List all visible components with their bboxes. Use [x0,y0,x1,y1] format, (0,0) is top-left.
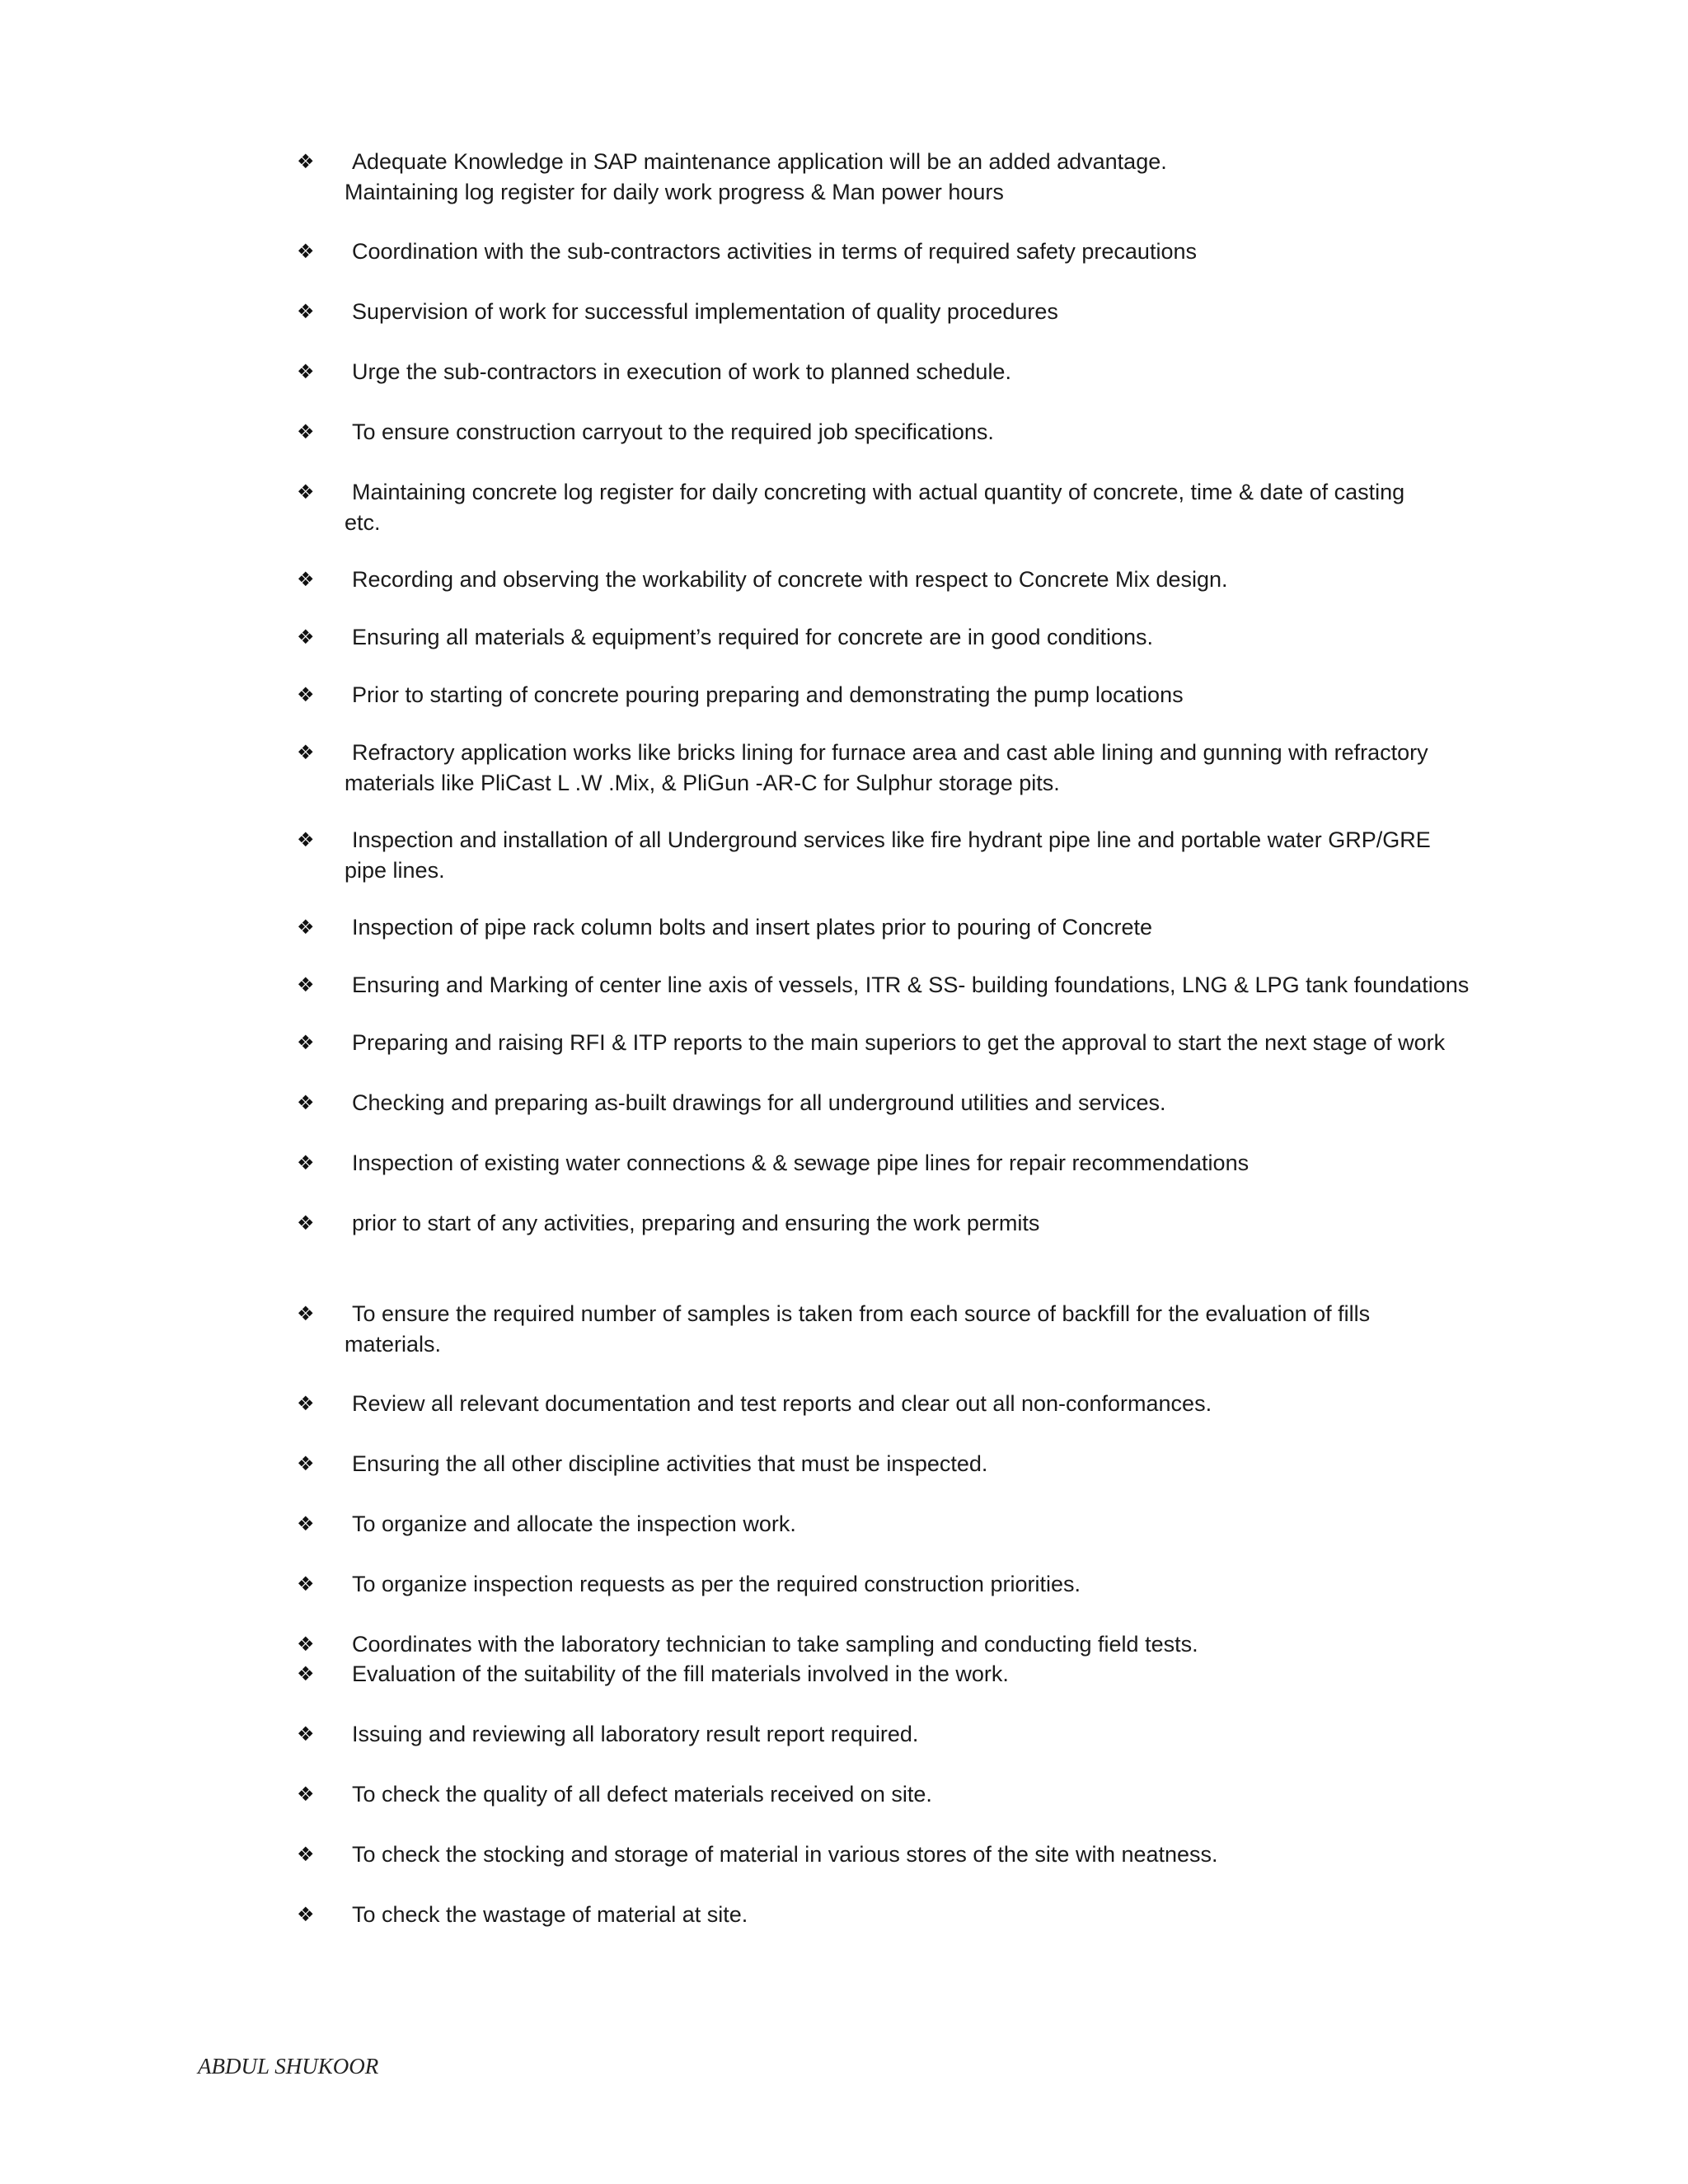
list-item-line: Ensuring and Marking of center line axis of vessels, ITR & SS- building foundations, LNG & LPG tank foundations [352,972,1470,997]
bullet-icon: ❖ [297,1392,315,1415]
bullet-icon: ❖ [297,1151,315,1174]
list-item-text [345,477,1474,538]
list-item-text [345,147,1474,208]
list-item-text [345,1719,1474,1750]
list-item-continuation: Maintaining log register for daily work progress & Man power hours [345,180,1004,204]
list-item-text [345,1389,1474,1419]
list-item-text [345,912,1474,943]
list-item-text [345,1148,1474,1179]
list-item-text [345,1088,1474,1118]
list-item-text [345,738,1474,799]
bullet-icon: ❖ [297,1212,315,1235]
bullet-icon: ❖ [297,1662,315,1685]
bullet-icon: ❖ [297,1843,315,1866]
list-item-text [345,970,1474,1001]
bullet-icon: ❖ [297,1633,315,1656]
bullet-icon: ❖ [297,1512,315,1535]
list-item-text [345,357,1474,387]
list-item-text [345,237,1474,267]
list-item-line: To ensure construction carryout to the required job specifications. [352,419,994,444]
list-item-line: Inspection of existing water connections & & sewage pipe lines for repair recommendations [352,1151,1250,1175]
bullet-icon: ❖ [297,1031,315,1054]
list-item-text [345,680,1474,710]
list-item-line: To ensure the required number of samples is taken from each source of backfill for the evaluation of fills [352,1301,1371,1326]
bullet-icon: ❖ [297,1903,315,1926]
list-item-line: Urge the sub-contractors in execution of work to planned schedule. [352,359,1011,384]
list-item-text [345,565,1474,595]
list-item-line: To check the wastage of material at site. [352,1902,748,1927]
list-item-text [345,1569,1474,1600]
bullet-icon: ❖ [297,1572,315,1596]
bullet-icon: ❖ [297,741,315,764]
bullet-icon: ❖ [297,300,315,323]
list-item-continuation: materials. [345,1332,442,1357]
list-item-line: Maintaining concrete log register for daily concreting with actual quantity of concrete, time & date of casting [352,480,1405,504]
bullet-icon: ❖ [297,150,315,173]
list-item-text [345,417,1474,448]
list-item-line: Supervision of work for successful implementation of quality procedures [352,299,1058,324]
list-item-line: Adequate Knowledge in SAP maintenance application will be an added advantage. [352,149,1167,174]
list-item-text [345,1509,1474,1540]
list-item-line: To check the stocking and storage of material in various stores of the site with neatness. [352,1842,1218,1867]
list-item-text [345,297,1474,327]
bullet-icon: ❖ [297,360,315,383]
bullet-icon: ❖ [297,1722,315,1746]
list-item-line: To check the quality of all defect materials received on site. [352,1782,932,1807]
list-item-line: To organize inspection requests as per the required construction priorities. [352,1572,1081,1596]
list-item-text [345,1900,1474,1930]
bullet-icon: ❖ [297,683,315,706]
bullet-icon: ❖ [297,626,315,649]
list-item-line: To organize and allocate the inspection work. [352,1511,796,1536]
list-item-line: Ensuring all materials & equipment’s required for concrete are in good conditions. [352,625,1154,649]
list-item-line: Coordinates with the laboratory technician to take sampling and conducting field tests. [352,1632,1198,1657]
bullet-icon: ❖ [297,1302,315,1325]
list-item-line: prior to start of any activities, preparing and ensuring the work permits [352,1211,1040,1235]
bullet-icon: ❖ [297,420,315,443]
list-item-continuation: materials like PliCast L .W .Mix, & PliGun -AR-C for Sulphur storage pits. [345,771,1060,795]
list-item-continuation: pipe lines. [345,858,445,883]
bullet-icon: ❖ [297,568,315,591]
list-item-line: Issuing and reviewing all laboratory result report required. [352,1722,919,1746]
bullet-icon: ❖ [297,1091,315,1114]
bullet-icon: ❖ [297,1783,315,1806]
bullet-icon: ❖ [297,828,315,851]
list-item-text [345,1840,1474,1870]
bullet-icon: ❖ [297,240,315,263]
bullet-icon: ❖ [297,916,315,939]
list-item-text [345,1028,1474,1058]
list-item-text [345,825,1474,886]
list-item-continuation: etc. [345,510,381,535]
bullet-icon: ❖ [297,1452,315,1475]
list-item-line: Checking and preparing as-built drawings for all underground utilities and services. [352,1090,1166,1115]
list-item-line: Refractory application works like bricks lining for furnace area and cast able lining and gunning with refractory [352,740,1428,765]
footer-name: ABDUL SHUKOOR [198,2054,379,2079]
list-item-line: Recording and observing the workability of concrete with respect to Concrete Mix design. [352,567,1228,592]
list-item-text [345,1449,1474,1479]
list-item-line: Inspection and installation of all Underground services like fire hydrant pipe line and portable water GRP/GRE [352,827,1431,852]
bullet-icon: ❖ [297,480,315,504]
list-item-line: Prior to starting of concrete pouring preparing and demonstrating the pump locations [352,682,1184,707]
list-item-text [345,1659,1474,1690]
list-item-line: Inspection of pipe rack column bolts and insert plates prior to pouring of Concrete [352,915,1153,940]
bullet-icon: ❖ [297,973,315,996]
list-item-text [345,1208,1474,1239]
list-item-text [345,1779,1474,1810]
list-item-line: Evaluation of the suitability of the fill materials involved in the work. [352,1661,1009,1686]
list-item-text [345,1299,1474,1360]
list-item-line: Coordination with the sub-contractors activities in terms of required safety precautions [352,239,1197,264]
list-item-line: Review all relevant documentation and test reports and clear out all non-conformances. [352,1391,1212,1416]
list-item-line: Ensuring the all other discipline activities that must be inspected. [352,1451,988,1476]
list-item-text [345,1629,1474,1660]
list-item-line: Preparing and raising RFI & ITP reports to the main superiors to get the approval to start the next stage of work [352,1030,1446,1055]
list-item-text [345,622,1474,653]
